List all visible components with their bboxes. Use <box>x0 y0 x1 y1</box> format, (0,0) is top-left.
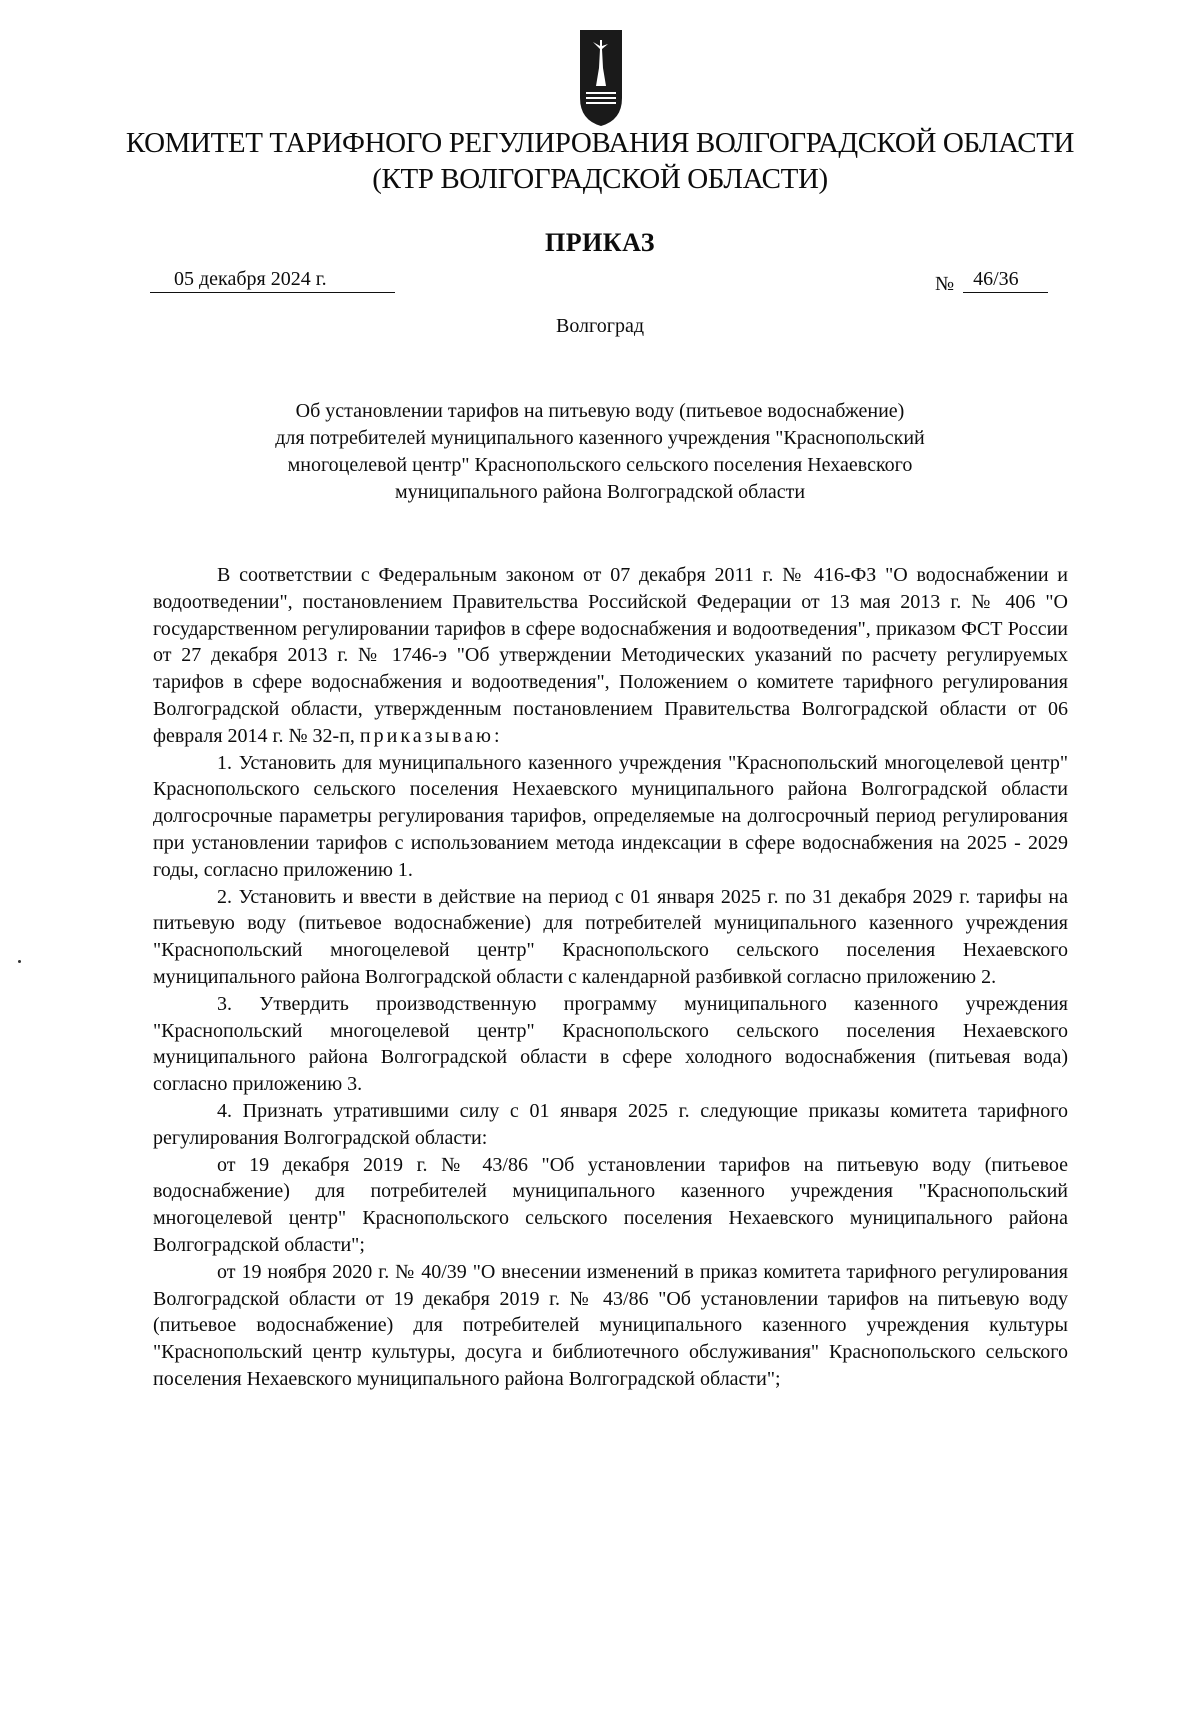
order-subject <box>160 398 1040 506</box>
organization-name: КОМИТЕТ ТАРИФНОГО РЕГУЛИРОВАНИЯ ВОЛГОГРАДСКОЙ ОБЛАСТИ <box>125 127 1075 159</box>
order-body <box>153 562 1068 1393</box>
number-sign: № <box>935 273 955 295</box>
subject-line: многоцелевой центр" Краснопольского сельского поселения Нехаевского <box>287 454 913 476</box>
order-item-3: 3. Утвердить производственную программу муниципального казенного учреждения "Краснопольский многоцелевой центр" Краснопольского сельского поселения Нехаевского муниципального района Волгоградской области в сфере холодного водоснабжения (питьевая вода) согласно приложению 3. <box>153 992 1068 1096</box>
order-date: 05 декабря 2024 г. <box>150 266 395 293</box>
order-item-2: 2. Установить и ввести в действие на период с 01 января 2025 г. по 31 декабря 2029 г. тарифы на питьевую воду (питьевое водоснабжение) для потребителей муниципального казенного учреждения "Краснопольский многоцелевой центр" Краснопольского сельского поселения Нехаевского муниципального района Волгоградской области с календарной разбивкой согласно приложению 2. <box>153 885 1068 988</box>
document-type-title: ПРИКАЗ <box>544 228 656 257</box>
order-number: 46/36 <box>963 266 1048 293</box>
order-number-block <box>935 266 1048 293</box>
repealed-order-1: от 19 декабря 2019 г. № 43/86 "Об установлении тарифов на питьевую воду (питьевое водоснабжение) для потребителей муниципального казенного учреждения "Краснопольский многоцелевой центр" Краснопольского сельского поселения Нехаевского муниципального района Волгоградской области"; <box>153 1153 1068 1256</box>
subject-line: Об установлении тарифов на питьевую воду (питьевое водоснабжение) <box>295 400 905 422</box>
order-item-4: 4. Признать утратившими силу с 01 января 2025 г. следующие приказы комитета тарифного регулирования Волгоградской области: <box>153 1099 1068 1149</box>
repealed-order-2: от 19 ноября 2020 г. № 40/39 "О внесении изменений в приказ комитета тарифного регулирования Волгоградской области от 19 декабря 2019 г. № 43/86 "Об установлении тарифов на питьевую воду (питьевое водоснабжение) для потребителей муниципального казенного учреждения культуры "Краснопольский центр культуры, досуга и библиотечного обслуживания" Краснопольского сельского поселения Нехаевского муниципального района Волгоградской области"; <box>153 1260 1068 1390</box>
issue-city: Волгоград <box>555 315 645 337</box>
order-item-1: 1. Установить для муниципального казенного учреждения "Краснопольский многоцелевой центр" Краснопольского сельского поселения Нехаевского муниципального района Волгоградской области долгосрочные параметры регулирования тарифов, определяемые на долгосрочный период регулирования при установлении тарифов с использованием метода индексации в сфере водоснабжения на 2025 - 2029 годы, согласно приложению 1. <box>153 751 1068 881</box>
subject-line: муниципального района Волгоградской области <box>394 481 806 503</box>
scan-speck <box>18 960 21 963</box>
preamble-paragraph <box>153 562 1068 750</box>
subject-line: для потребителей муниципального казенного учреждения "Краснопольский <box>275 427 925 449</box>
order-word: приказываю: <box>359 724 503 747</box>
coat-of-arms-emblem <box>578 28 624 128</box>
preamble-text: В соответствии с Федеральным законом от 07 декабря 2011 г. № 416-ФЗ "О водоснабжении и водоотведении", постановлением Правительства Российской Федерации от 13 мая 2013 г. № 406 "О государственном регулировании тарифов в сфере водоснабжения и водоотведения", приказом ФСТ России от 27 декабря 2013 г. № 1746-э "Об утверждении Методических указаний по расчету регулируемых тарифов в сфере водоснабжения и водоотведения", Положением о комитете тарифного регулирования Волгоградской области, утвержденным постановлением Правительства Волгоградской области от 06 февраля 2014 г. № 32-п, <box>153 564 1068 747</box>
organization-short-name: (КТР ВОЛГОГРАДСКОЙ ОБЛАСТИ) <box>372 163 828 195</box>
